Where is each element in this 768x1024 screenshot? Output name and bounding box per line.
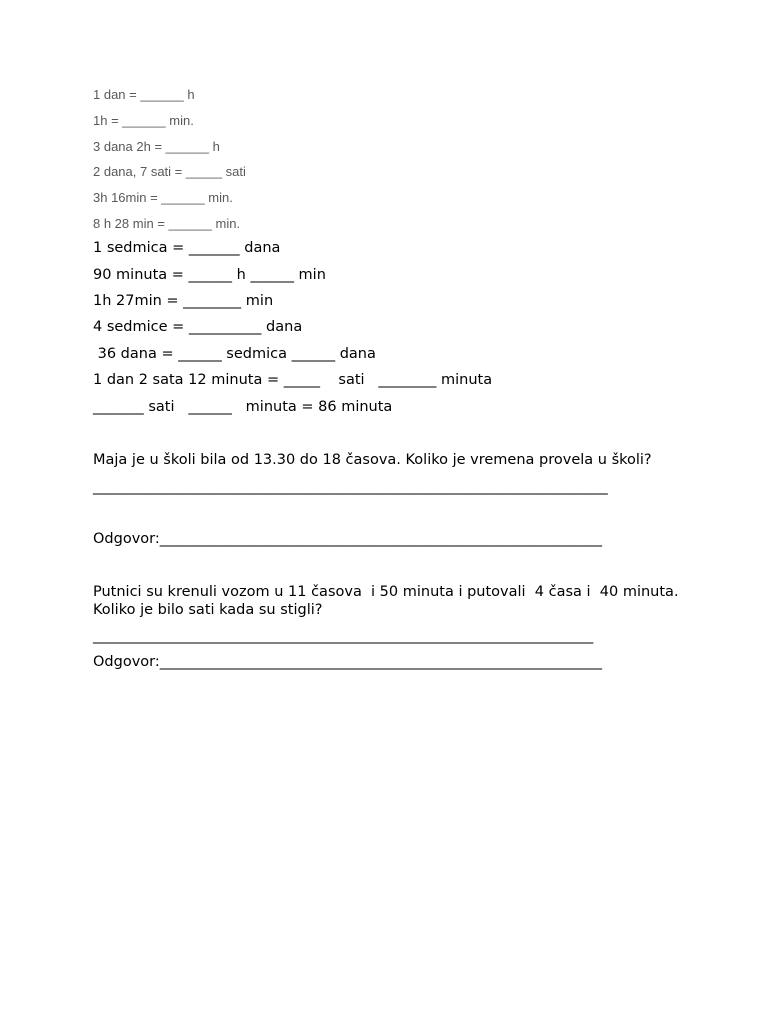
conversion-90-minutes: 90 minuta = ______ h ______ min (93, 267, 326, 283)
problem2-question-line1: Putnici su krenuli vozom u 11 časova i 50 minuta i putovali 4 časa i 40 minuta. (93, 584, 679, 600)
problem1-answer-line: _______________________________________________________________________ (93, 479, 608, 495)
conversion-3days-2h: 3 dana 2h = ______ h (93, 139, 220, 154)
conversion-4-weeks: 4 sedmice = __________ dana (93, 319, 303, 335)
conversion-week-days: 1 sedmica = _______ dana (93, 240, 281, 256)
conversion-1day-2h-12min: 1 dan 2 sata 12 minuta = _____ sati ________ minuta (93, 372, 493, 388)
conversion-1h27min: 1h 27min = ________ min (93, 293, 274, 309)
problem2-answer-line: _____________________________________________________________________ (93, 628, 594, 644)
conversion-day-hours: 1 dan = ______ h (93, 87, 195, 102)
conversion-8h28min: 8 h 28 min = ______ min. (93, 216, 241, 231)
problem1-answer: Odgovor:_____________________________________________________________ (93, 531, 602, 547)
conversion-86-minutes: _______ sati ______ minuta = 86 minuta (93, 399, 393, 415)
problem2-question-line2: Koliko je bilo sati kada su stigli? (93, 602, 323, 618)
problem1-question: Maja je u školi bila od 13.30 do 18 časova. Koliko je vremena provela u školi? (93, 452, 652, 468)
conversion-36-days: 36 dana = ______ sedmica ______ dana (93, 346, 376, 362)
conversion-hour-minutes: 1h = ______ min. (93, 113, 194, 128)
conversion-2days-7h: 2 dana, 7 sati = _____ sati (93, 164, 246, 179)
problem2-answer: Odgovor:_____________________________________________________________ (93, 654, 602, 670)
conversion-3h16min: 3h 16min = ______ min. (93, 190, 233, 205)
